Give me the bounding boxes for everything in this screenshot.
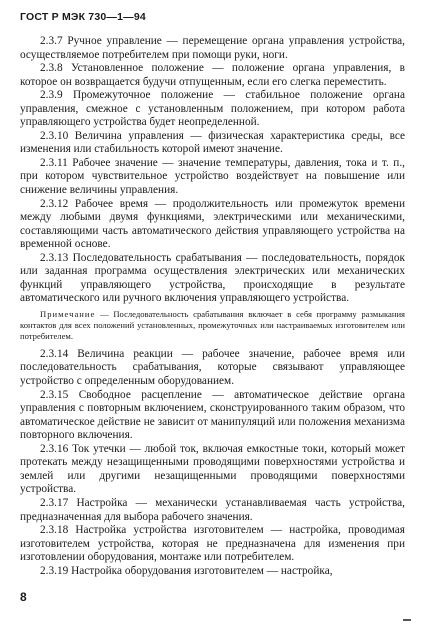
clause-2-3-14: 2.3.14 Величина реакции — рабочее значение, рабочее время или последовательность срабатывания, которые связывают управляющее устройство с определенным оборудованием. <box>20 347 405 388</box>
note-label: Примечание <box>40 308 96 319</box>
standard-header: ГОСТ Р МЭК 730—1—94 <box>20 11 146 23</box>
clause-2-3-12: 2.3.12 Рабочее время — продолжительность или промежуток времени между любыми двумя функциями, электрическими или механическими, составляющими часть автоматического действия управляющего устройства на временной основе. <box>20 197 405 251</box>
clause-2-3-16: 2.3.16 Ток утечки — любой ток, включая емкостные токи, который может протекать между незащищенными проводящими поверхностями устройства и землей или другими незащищенными проводящими поверхностями устройства. <box>20 442 405 496</box>
clause-2-3-11: 2.3.11 Рабочее значение — значение температуры, давления, тока и т. п., при котором чувствительное устройство воздействует на повышение или снижение величины управления. <box>20 156 405 197</box>
clause-2-3-9: 2.3.9 Промежуточное положение — стабильное положение органа управления, смежное с установленным положением, при котором работа управляющего устройства будет неопределенной. <box>20 89 405 129</box>
clause-2-3-7: 2.3.7 Ручное управление — перемещение органа управления устройства, осуществляемое потребителем при помощи руки, ноги. <box>20 35 405 61</box>
note-paragraph <box>20 309 405 342</box>
clause-2-3-18: 2.3.18 Настройка устройства изготовителем — настройка, проводимая изготовителем устройства, которая не предназначена для изменения при изготовлении оборудования, монтаже или потребителем. <box>20 524 405 564</box>
corner-mark <box>403 619 411 621</box>
note-text: — Последовательность срабатывания включает в себя программу размыкания контактов для всех положений установленных, промежуточных или настраиваемых изготовителем или потребителем. <box>20 308 405 341</box>
clause-2-3-10: 2.3.10 Величина управления — физическая характеристика среды, все изменения или стабильность которой имеют значение. <box>20 129 405 156</box>
clause-2-3-19: 2.3.19 Настройка оборудования изготовителем — настройка, <box>40 564 333 577</box>
clause-2-3-8: 2.3.8 Установленное положение — положение органа управления, в которое он возвращается будучи отпущенным, если его слегка переместить. <box>20 62 405 88</box>
clause-2-3-17: 2.3.17 Настройка — механически устанавливаемая часть устройства, предназначенная для выбора рабочего значения. <box>20 496 405 523</box>
document-body <box>20 35 405 578</box>
clause-2-3-13: 2.3.13 Последовательность срабатывания — последовательность, порядок или заданная программа осуществления электрических или механических функций управляющего устройства, происходящие в результате автоматического или ручного включения управляющего устройства. <box>20 251 405 305</box>
page-number: 8 <box>20 590 27 604</box>
clause-2-3-15: 2.3.15 Свободное расцепление — автоматическое действие органа управления с повторным включением, сконструированного таким образом, что автоматическое действие не зависит от манипуляций или положения механизма повторного включения. <box>20 388 405 442</box>
